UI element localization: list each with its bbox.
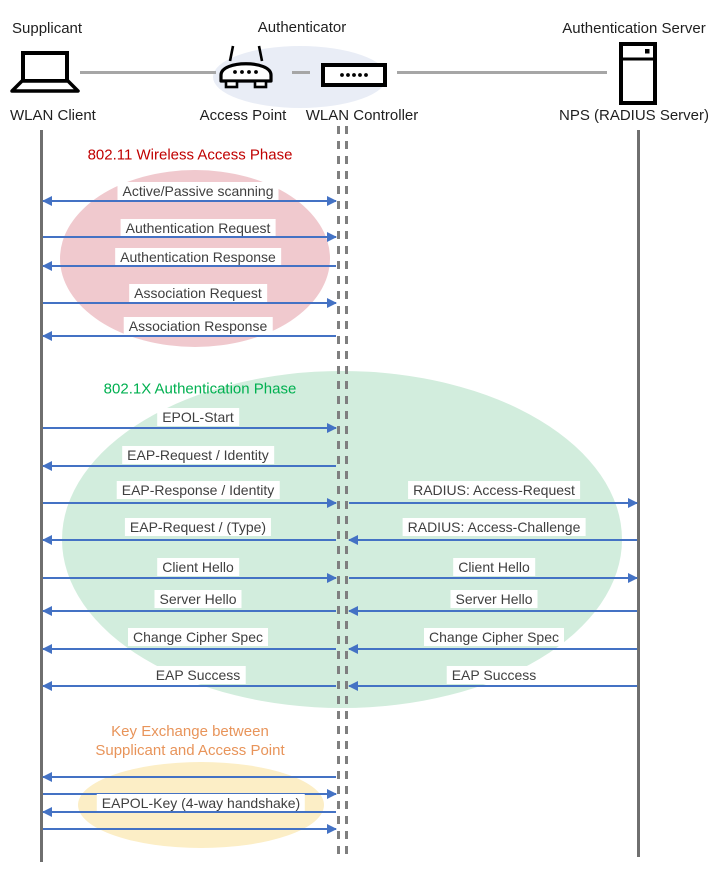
phase3-title — [95, 722, 284, 760]
message-arrow-left — [43, 776, 336, 778]
message-label: Client Hello — [157, 558, 239, 576]
message-arrow-right — [349, 577, 637, 579]
nps-radius-server-label: NPS (RADIUS Server) — [558, 107, 710, 124]
wlan-controller-label: WLAN Controller — [305, 107, 419, 124]
eapol-key-label: EAPOL-Key (4-way handshake) — [97, 794, 305, 812]
phase2-title: 802.1X Authentication Phase — [103, 380, 297, 398]
connector-line — [80, 71, 216, 74]
message-arrow-left — [43, 265, 336, 267]
message-label: EAP Success — [151, 666, 246, 684]
connector-line — [397, 71, 607, 74]
connector-line — [292, 71, 310, 74]
message-label: Association Request — [129, 284, 267, 302]
message-arrow-left — [349, 648, 637, 650]
message-label: Client Hello — [453, 558, 535, 576]
phase1-title: 802.11 Wireless Access Phase — [87, 146, 293, 164]
message-label: EAP-Request / Identity — [122, 446, 274, 464]
message-label: EAP-Request / (Type) — [125, 518, 271, 536]
message-arrow-left — [43, 648, 336, 650]
authentication-server-role-label: Authentication Server — [562, 20, 706, 37]
message-arrow-left — [43, 685, 336, 687]
message-label: EPOL-Start — [157, 408, 239, 426]
message-label: Association Response — [124, 317, 273, 335]
server-icon — [619, 42, 657, 105]
message-label: Active/Passive scanning — [118, 182, 279, 200]
message-arrow-left — [43, 811, 336, 813]
message-arrow-right — [43, 577, 336, 579]
message-arrow-right — [43, 236, 336, 238]
message-arrow-right — [43, 302, 336, 304]
message-arrow-right — [43, 427, 336, 429]
message-label: Server Hello — [154, 590, 241, 608]
message-label: RADIUS: Access-Challenge — [403, 518, 586, 536]
message-label: Change Cipher Spec — [424, 628, 564, 646]
access-point-icon — [217, 44, 275, 90]
message-arrow-left — [349, 685, 637, 687]
message-arrow-left — [349, 539, 637, 541]
wlan-client-lifeline — [40, 130, 43, 862]
supplicant-role-label: Supplicant — [12, 20, 83, 37]
message-arrow-both — [43, 200, 336, 202]
radius-server-lifeline — [637, 130, 640, 857]
message-label: Authentication Response — [115, 248, 281, 266]
message-label: Change Cipher Spec — [128, 628, 268, 646]
wlan-controller-lifeline-dashed — [337, 126, 340, 856]
access-point-label: Access Point — [199, 107, 287, 124]
message-arrow-right — [43, 502, 336, 504]
message-label: EAP-Response / Identity — [117, 481, 280, 499]
message-arrow-left — [43, 539, 336, 541]
phase3-title-line1: Key Exchange between — [111, 723, 269, 740]
message-arrow-left — [43, 610, 336, 612]
authenticator-role-label: Authenticator — [257, 19, 347, 36]
message-label: EAP Success — [447, 666, 542, 684]
message-label: Authentication Request — [121, 219, 276, 237]
wlan-client-label: WLAN Client — [10, 107, 96, 124]
message-arrow-left — [43, 335, 336, 337]
laptop-icon — [9, 50, 81, 95]
phase3-title-line2: Supplicant and Access Point — [95, 742, 285, 759]
wlan-controller-lifeline-dashed — [345, 126, 348, 856]
message-arrow-right — [43, 828, 336, 830]
message-arrow-left — [43, 465, 336, 467]
wlan-controller-icon — [321, 63, 387, 87]
message-arrow-right — [349, 502, 637, 504]
message-label: Server Hello — [450, 590, 537, 608]
message-arrow-left — [349, 610, 637, 612]
message-label: RADIUS: Access-Request — [408, 481, 580, 499]
